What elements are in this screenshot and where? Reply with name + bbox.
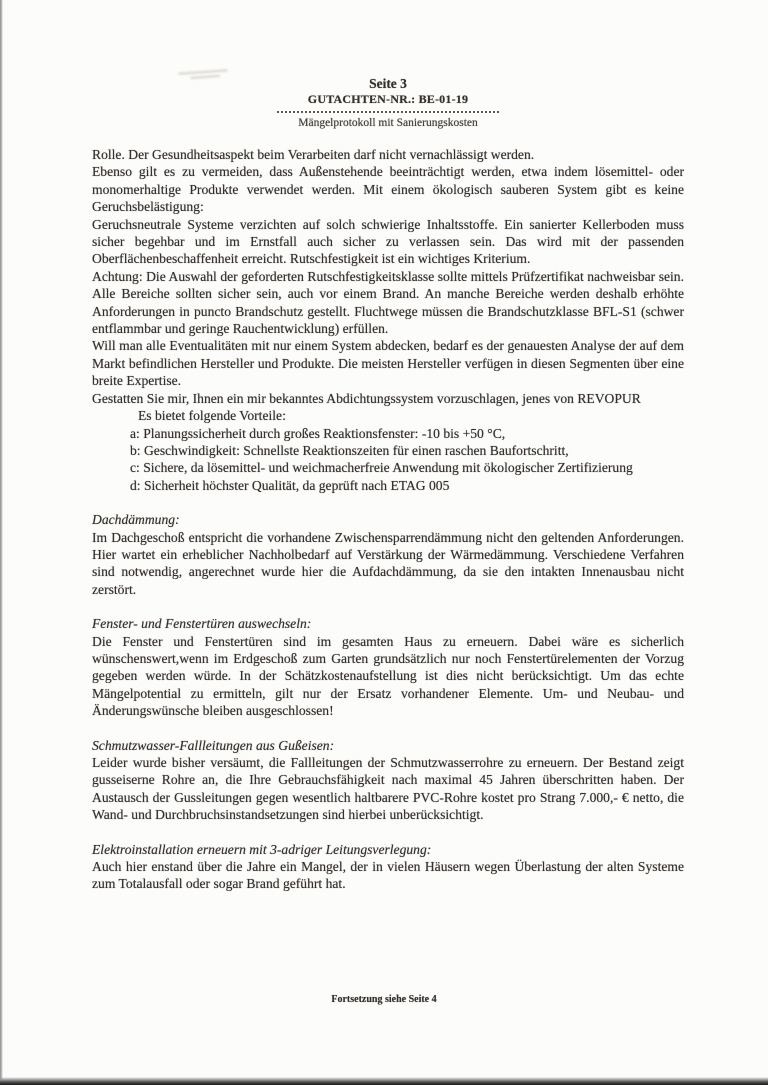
advantage-item: c: Sichere, da lösemittel- und weichmacherfreie Anwendung mit ökologischer Zertifizierung <box>130 460 633 476</box>
report-body <box>92 146 684 893</box>
dashed-rule <box>277 111 499 113</box>
advantages-list <box>92 407 684 494</box>
advantages-intro: Es bietet folgende Vorteile: <box>138 408 286 424</box>
body-paragraph: Gestatten Sie mir, Ihnen ein mir bekanntes Abdichtungssystem vorzuschlagen, jenes von REVOPUR <box>92 390 641 406</box>
body-paragraph: Achtung: Die Auswahl der geforderten Rutschfestigkeitsklasse sollte mittels Prüfzertifikat nachweisbar sein. Alle Bereiche sollten sicher sein, auch vor einem Brand. An manche Bereiche werden deshalb erhöhte Anforderungen in puncto Brandschutz gestellt. Fluchtwege müssen die Brandschutzklasse BFL-S1 (schwer entflammbar und geringe Rauchentwicklung) erfüllen. <box>92 268 684 337</box>
continuation-note: Fortsetzung siehe Seite 4 <box>331 994 437 1005</box>
section-fenster <box>92 615 684 719</box>
section-elektroinstallation <box>92 841 684 893</box>
body-paragraph: Ebenso gilt es zu vermeiden, dass Außenstehende beeinträchtigt werden, etwa indem lösemittel- oder monomerhaltige Produkte verwendet werden. Mit einem ökologisch sauberen System gibt es keine Geruchsbelästigung: <box>92 164 684 215</box>
section-dachdaemmung <box>92 511 684 598</box>
section-heading: Fenster- und Fenstertüren auswechseln: <box>92 616 312 632</box>
section-paragraph: Im Dachgeschoß entspricht die vorhandene Zwischensparrendämmung nicht den geltenden Anforderungen. Hier wartet ein erheblicher Nachholbedarf auf Verstärkung der Wärmedämmung. Verschiedene Verfahren sind notwendig, angerechnet wurde hier die Aufdachdämmung, da sie den intakten Innenausbau nicht zerstört. <box>92 529 684 597</box>
scan-edge-left-artifact <box>0 0 3 1085</box>
section-paragraph: Auch hier enstand über die Jahre ein Mangel, der in vielen Häusern wegen Überlastung der alten Systeme zum Totalausfall oder sogar Brand geführt hat. <box>92 859 684 892</box>
body-paragraph: Will man alle Eventualitäten mit nur einem System abdecken, bedarf es der genauesten Analyse der auf dem Markt befindlichen Hersteller und Produkte. Die meisten Hersteller verfügen in diesen Segmenten über eine breite Expertise. <box>92 338 684 389</box>
page-header <box>92 76 684 130</box>
page-footer <box>0 993 768 1006</box>
section-heading: Elektroinstallation erneuern mit 3-adriger Leitungsverlegung: <box>92 841 432 857</box>
section-paragraph: Die Fenster und Fenstertüren sind im gesamten Haus zu erneuern. Dabei wäre es sicherlich wünschenswert,wenn im Erdgeschoß zum Garten grundsätzlich nur noch Fenstertürelementen der Vorzug gegeben werden würde. In der Schätzkostenaufstellung ist dies nicht berücksichtigt. Um das echte Mängelpotential zu ermitteln, gilt nur der Ersatz vorhandener Elemente. Um- und Neubau- und Änderungswünsche bleiben ausgeschlossen! <box>92 633 684 719</box>
body-paragraph: Geruchsneutrale Systeme verzichten auf solch schwierige Inhaltsstoffe. Ein sanierter Kellerboden muss sicher begehbar und im Ernstfall auch sicher zu verlassen sein. Das wird mit der passenden Oberflächenbeschaffenheit erreicht. Rutschfestigkeit ist ein wichtiges Kriterium. <box>92 216 684 267</box>
page-number-label: Seite 3 <box>369 76 407 91</box>
document-subtitle: Mängelprotokoll mit Sanierungskosten <box>298 117 478 129</box>
section-fallleitungen <box>92 737 684 824</box>
advantage-item: a: Planungssicherheit durch großes Reaktionsfenster: -10 bis +50 °C, <box>130 425 506 441</box>
report-number: GUTACHTEN-NR.: BE-01-19 <box>307 92 469 106</box>
page-content <box>92 76 684 893</box>
section-heading: Schmutzwasser-Fallleitungen aus Gußeisen: <box>92 737 335 753</box>
section-heading: Dachdämmung: <box>92 512 180 528</box>
advantage-item: b: Geschwindigkeit: Schnellste Reaktionszeiten für einen raschen Baufortschritt, <box>130 442 569 458</box>
scan-edge-bottom-artifact <box>0 1077 768 1085</box>
body-paragraph: Rolle. Der Gesundheitsaspekt beim Verarbeiten darf nicht vernachlässigt werden. <box>92 147 535 162</box>
section-paragraph: Leider wurde bisher versäumt, die Fallleitungen der Schmutzwasserrohre zu erneuern. Der Bestand zeigt gusseiserne Rohre an, die Ihre Gebrauchsfähigkeit nach maximal 45 Jahren überschritten haben. Der Austausch der Gussleitungen gegen wesentlich haltbarere PVC-Rohre kostet pro Strang 7.000,- € netto, die Wand- und Durchbruchsinstandsetzungen sind hierbei unberücksichtigt. <box>92 755 684 823</box>
advantage-item: d: Sicherheit höchster Qualität, da geprüft nach ETAG 005 <box>130 477 450 493</box>
